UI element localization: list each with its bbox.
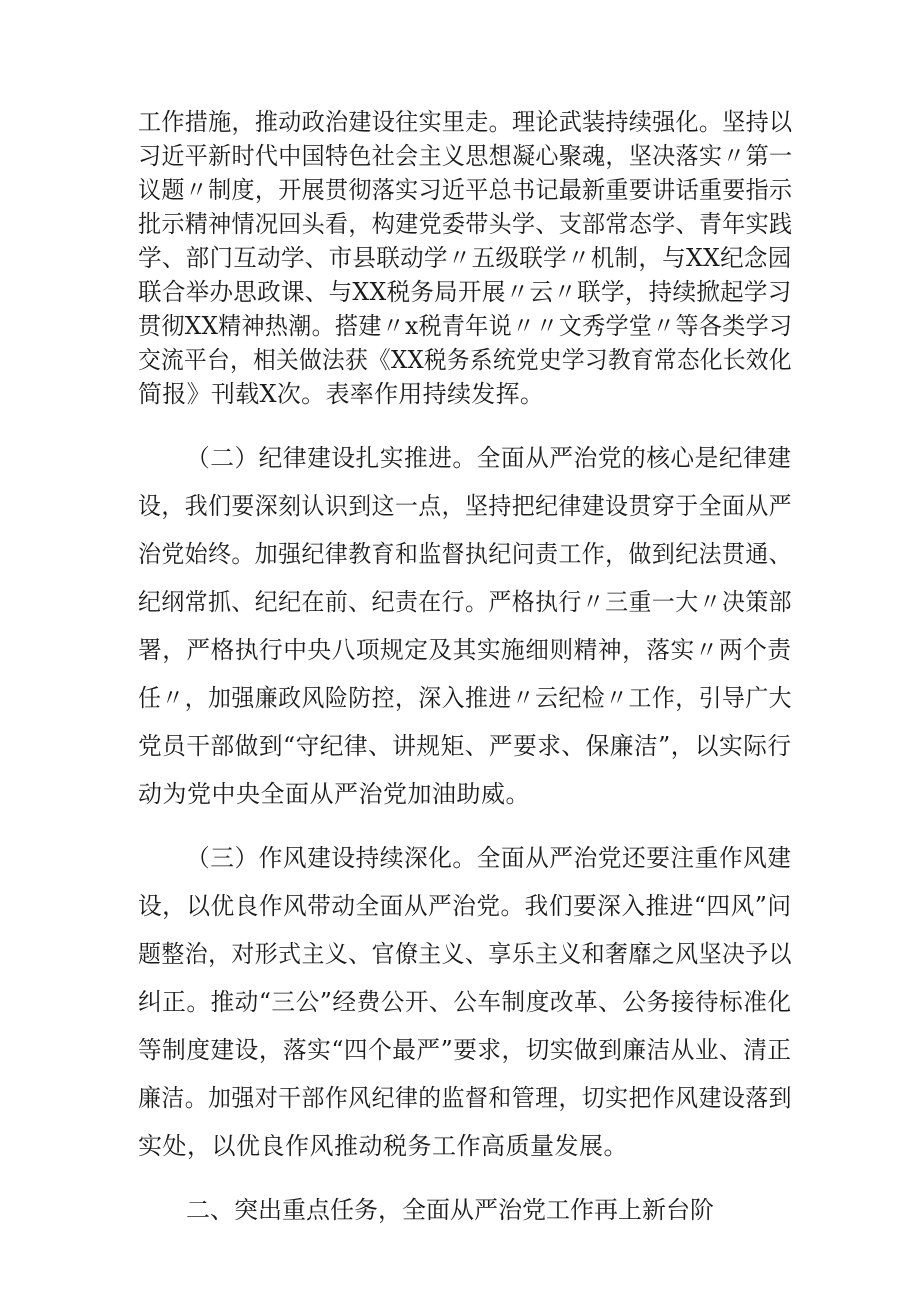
section-heading: 二、突出重点任务，全面从严治党工作再上新台阶 [186,1196,714,1224]
paragraph-line: （二）纪律建设扎实推进。全面从严治党的核心是纪律建 [186,444,792,472]
paragraph-line: 学、部门互动学、市县联动学〃五级联学〃机制，与XX纪念园 [138,244,792,272]
paragraph-line: 等制度建设，落实“四个最严”要求，切实做到廉洁从业、清正 [138,1036,792,1064]
paragraph-line: 设，我们要深刻认识到这一点，坚持把纪律建设贯穿于全面从严 [138,492,793,520]
paragraph-line: 简报》刊载X次。表率作用持续发挥。 [138,380,545,408]
paragraph-line: 实处，以优良作风推动税务工作高质量发展。 [138,1132,628,1160]
paragraph-line: 署，严格执行中央八项规定及其实施细则精神，落实〃两个责 [138,636,792,664]
paragraph-line: 动为党中央全面从严治党加油助威。 [138,780,530,808]
paragraph-line: 议题〃制度，开展贯彻落实习近平总书记最新重要讲话重要指示 [138,176,793,204]
paragraph-line: 联合举办思政课、与XX税务局开展〃云〃联学，持续掀起学习 [138,278,792,306]
paragraph-line: 题整治，对形式主义、官僚主义、享乐主义和奢靡之风坚决予以 [138,940,793,968]
paragraph-line: 纪纲常抓、纪纪在前、纪责在行。严格执行〃三重一大〃决策部 [138,588,793,616]
paragraph-line: 任〃，加强廉政风险防控，深入推进〃云纪检〃工作，引导广大 [138,684,793,712]
paragraph-line: 工作措施，推动政治建设往实里走。理论武装持续强化。坚持以 [138,108,793,136]
paragraph-line: 纠正。推动“三公”经费公开、公车制度改革、公务接待标准化 [138,988,792,1016]
paragraph-line: 批示精神情况回头看，构建党委带头学、支部常态学、青年实践 [138,210,793,238]
paragraph-line: 党员干部做到“守纪律、讲规矩、严要求、保廉洁”，以实际行 [138,732,792,760]
paragraph-line: 设，以优良作风带动全面从严治党。我们要深入推进“四风”问 [138,892,792,920]
paragraph-line: 廉洁。加强对干部作风纪律的监督和管理，切实把作风建设落到 [138,1084,793,1112]
paragraph-line: 贯彻XX精神热潮。搭建〃x税青年说〃〃文秀学堂〃等各类学习 [138,312,793,340]
paragraph-line: 治党始终。加强纪律教育和监督执纪问责工作，做到纪法贯通、 [138,540,793,568]
paragraph-line: 交流平台，相关做法获《XX税务系统党史学习教育常态化长效化 [138,346,792,374]
paragraph-line: 习近平新时代中国特色社会主义思想凝心聚魂，坚决落实〃第一 [138,142,793,170]
paragraph-line: （三）作风建设持续深化。全面从严治党还要注重作风建 [186,844,792,872]
